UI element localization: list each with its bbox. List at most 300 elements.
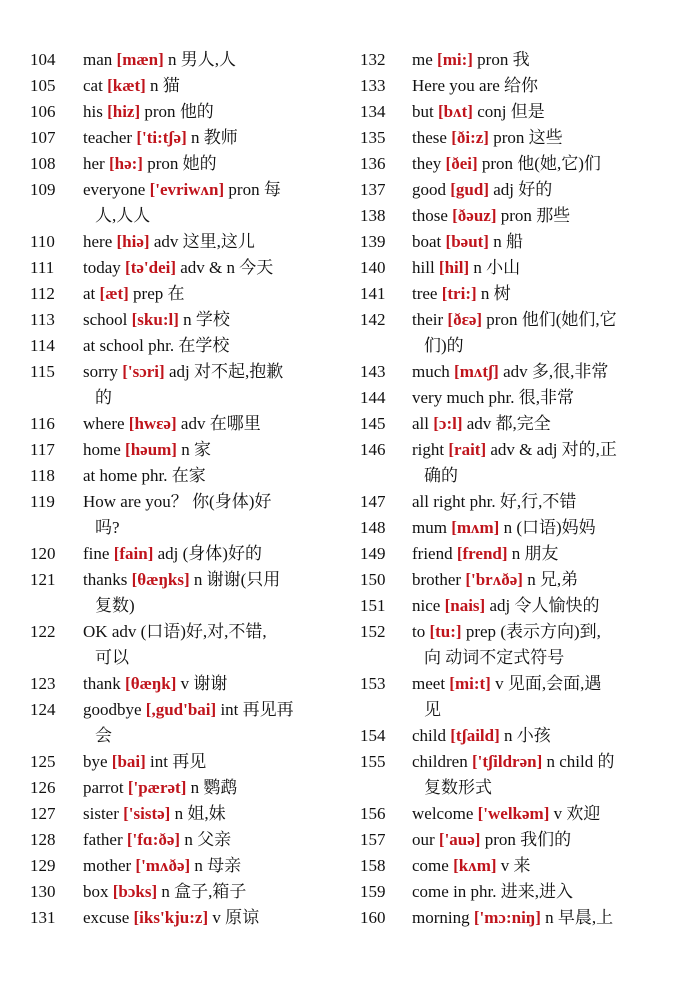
entry-number: 117 xyxy=(30,440,55,459)
entry-number: 157 xyxy=(360,830,386,849)
entry-phonetic: [kʌm] xyxy=(453,856,497,875)
entry-meaning: 见面,会面,遇 xyxy=(507,674,602,693)
entry-meaning: 令人愉快的 xyxy=(514,596,600,615)
entry-word: nice xyxy=(412,596,441,615)
entry-phonetic: [mi:] xyxy=(437,50,473,69)
entry-meaning: 多,很,非常 xyxy=(531,362,609,381)
entry-meaning: 原谅 xyxy=(225,908,260,927)
entry-meaning-continued: 可以 xyxy=(95,648,129,667)
vocab-entry xyxy=(30,229,348,255)
entry-part-of-speech: pron xyxy=(484,830,516,849)
entry-number: 113 xyxy=(30,310,55,329)
entry-word: to xyxy=(412,622,426,641)
entry-phonetic: [frend] xyxy=(456,544,508,563)
entry-body xyxy=(412,229,660,255)
entry-number: 158 xyxy=(360,856,386,875)
entry-part-of-speech: adj xyxy=(157,544,179,563)
vocab-entry xyxy=(360,671,660,723)
entry-phonetic: [ðɛə] xyxy=(447,310,483,329)
entry-body xyxy=(412,619,660,671)
vocab-entry xyxy=(30,177,348,229)
entry-word: man xyxy=(83,50,113,69)
entry-word: boat xyxy=(412,232,442,251)
entry-meaning: 但是 xyxy=(510,102,545,121)
entry-meaning: 你(身体)好 xyxy=(192,492,272,511)
entry-meaning: 对的,正 xyxy=(561,440,617,459)
entry-meaning: 他(她,它)们 xyxy=(517,154,601,173)
entry-body xyxy=(412,853,660,879)
entry-part-of-speech: n xyxy=(527,570,536,589)
entry-part-of-speech: phr. xyxy=(141,466,168,485)
entry-number: 109 xyxy=(30,180,56,199)
entry-phonetic: ['evriwʌn] xyxy=(149,180,225,199)
entry-phonetic: [æt] xyxy=(99,284,129,303)
entry-meaning: 给你 xyxy=(504,76,539,95)
vocab-entry xyxy=(360,619,660,671)
vocab-entry xyxy=(360,437,660,489)
entry-phonetic: ['mɔ:niŋ] xyxy=(473,908,541,927)
entry-part-of-speech: n xyxy=(183,310,192,329)
entry-number: 136 xyxy=(360,154,386,173)
entry-part-of-speech: adv xyxy=(180,414,206,433)
entry-part-of-speech: phr. xyxy=(488,388,515,407)
vocab-entry xyxy=(30,619,348,671)
entry-body xyxy=(83,47,348,73)
entry-word: thanks xyxy=(83,570,128,589)
entry-body xyxy=(83,333,348,359)
entry-phonetic: [tu:] xyxy=(429,622,462,641)
entry-body xyxy=(83,567,348,619)
entry-body xyxy=(83,827,348,853)
entry-meaning: 再见 xyxy=(172,752,207,771)
entry-part-of-speech: n xyxy=(546,752,555,771)
entry-meaning: 鹦鹉 xyxy=(203,778,238,797)
vocab-entry xyxy=(360,567,660,593)
vocab-entry xyxy=(360,489,660,515)
entry-part-of-speech: n xyxy=(503,518,513,537)
entry-word: fine xyxy=(83,544,110,563)
entry-number: 132 xyxy=(360,50,386,69)
entry-body xyxy=(83,489,348,541)
entry-phonetic: [sku:l] xyxy=(131,310,179,329)
entry-number: 130 xyxy=(30,882,56,901)
vocab-entry xyxy=(30,125,348,151)
entry-body xyxy=(412,593,660,619)
entry-number: 152 xyxy=(360,622,386,641)
entry-body xyxy=(83,411,348,437)
entry-body xyxy=(83,697,348,749)
entry-part-of-speech: adv xyxy=(466,414,492,433)
entry-part-of-speech: pron xyxy=(493,128,525,147)
entry-part-of-speech: pron xyxy=(500,206,532,225)
entry-body xyxy=(83,541,348,567)
entry-meaning-continued: 会 xyxy=(95,726,112,745)
entry-number: 128 xyxy=(30,830,56,849)
entry-body xyxy=(412,99,660,125)
entry-word: child xyxy=(412,726,446,745)
entry-part-of-speech: n xyxy=(493,232,502,251)
entry-word: come xyxy=(412,856,449,875)
entry-word: brother xyxy=(412,570,462,589)
entry-phonetic: ['sistə] xyxy=(123,804,171,823)
entry-part-of-speech: adv & n xyxy=(180,258,236,277)
entry-part-of-speech: n xyxy=(193,570,203,589)
vocab-entry xyxy=(360,125,660,151)
entry-part-of-speech: pron xyxy=(147,154,179,173)
vocab-entry xyxy=(360,229,660,255)
entry-number: 127 xyxy=(30,804,56,823)
entry-word: come in xyxy=(412,882,467,901)
entry-meaning: 朋友 xyxy=(524,544,559,563)
entry-part-of-speech: n xyxy=(194,856,203,875)
entry-meaning: 学校 xyxy=(195,310,230,329)
vocab-entry xyxy=(360,541,660,567)
entry-number: 112 xyxy=(30,284,55,303)
vocab-entry xyxy=(360,749,660,801)
entry-word: excuse xyxy=(83,908,130,927)
entry-part-of-speech: int xyxy=(220,700,239,719)
entry-part-of-speech: pron xyxy=(228,180,260,199)
entry-phonetic: [həum] xyxy=(125,440,177,459)
entry-word: school xyxy=(83,310,128,329)
vocab-entry xyxy=(30,255,348,281)
vocab-entry xyxy=(30,697,348,749)
entry-part-of-speech: adv xyxy=(503,362,528,381)
entry-phonetic: [bai] xyxy=(111,752,146,771)
entry-meaning: 树 xyxy=(493,284,511,303)
entry-body xyxy=(412,515,660,541)
entry-number: 160 xyxy=(360,908,386,927)
entry-number: 153 xyxy=(360,674,386,693)
entry-part-of-speech: n xyxy=(190,778,200,797)
entry-body xyxy=(83,463,348,489)
entry-word: thank xyxy=(83,674,121,693)
entry-number: 144 xyxy=(360,388,386,407)
entry-number: 134 xyxy=(360,102,386,121)
vocab-entry xyxy=(30,775,348,801)
entry-meaning: (表示方向)到, xyxy=(500,622,601,641)
entry-body xyxy=(83,151,348,177)
entry-word: me xyxy=(412,50,433,69)
entry-word: where xyxy=(83,414,125,433)
entry-body xyxy=(412,489,660,515)
vocab-entry xyxy=(360,853,660,879)
entry-phonetic: [hwɛə] xyxy=(128,414,177,433)
entry-part-of-speech: pron xyxy=(477,50,509,69)
entry-word: right xyxy=(412,440,445,459)
entry-phonetic: ['mʌðə] xyxy=(135,856,191,875)
entry-number: 133 xyxy=(360,76,386,95)
entry-word: but xyxy=(412,102,434,121)
entry-body xyxy=(83,879,348,905)
vocab-entry xyxy=(30,567,348,619)
entry-word: today xyxy=(83,258,121,277)
entry-body xyxy=(412,151,660,177)
entry-part-of-speech: conj xyxy=(477,102,507,121)
entry-phonetic: [,gud'bai] xyxy=(145,700,217,719)
entry-word: everyone xyxy=(83,180,146,199)
entry-word: meet xyxy=(412,674,446,693)
entry-meaning-continued: 见 xyxy=(424,700,441,719)
entry-number: 149 xyxy=(360,544,386,563)
vocab-entry xyxy=(30,151,348,177)
entry-number: 131 xyxy=(30,908,56,927)
entry-number: 126 xyxy=(30,778,56,797)
entry-meaning: (口语)妈妈 xyxy=(516,518,596,537)
entry-meaning: 都,完全 xyxy=(495,414,551,433)
entry-number: 111 xyxy=(30,258,55,277)
entry-number: 107 xyxy=(30,128,56,147)
entry-part-of-speech: adj xyxy=(168,362,190,381)
entry-phonetic: [tri:] xyxy=(441,284,477,303)
entry-phonetic: [rait] xyxy=(448,440,487,459)
entry-meaning-continued: 复数形式 xyxy=(424,778,492,797)
entry-word: How are you？ xyxy=(83,492,188,511)
vocab-entry xyxy=(360,281,660,307)
entry-number: 156 xyxy=(360,804,386,823)
entry-meaning: 这些 xyxy=(528,128,563,147)
entry-number: 137 xyxy=(360,180,386,199)
entry-word: all xyxy=(412,414,429,433)
entry-body xyxy=(83,775,348,801)
entry-meaning: 这里,这儿 xyxy=(182,232,255,251)
entry-body xyxy=(83,619,348,671)
entry-body xyxy=(83,255,348,281)
entry-meaning: 兄,弟 xyxy=(539,570,579,589)
entry-part-of-speech: int xyxy=(150,752,168,771)
entry-word: very much xyxy=(412,388,485,407)
entry-body xyxy=(412,385,660,411)
entry-word: all right xyxy=(412,492,466,511)
entry-word: children xyxy=(412,752,468,771)
entry-part-of-speech: pron xyxy=(486,310,518,329)
entry-meaning-continued: 向 动词不定式符号 xyxy=(424,648,565,667)
entry-body xyxy=(412,749,660,801)
entry-part-of-speech: n xyxy=(174,804,184,823)
entry-phonetic: [bʌt] xyxy=(437,102,473,121)
entry-word: they xyxy=(412,154,442,173)
entry-meaning: 早晨,上 xyxy=(557,908,614,927)
entry-word: our xyxy=(412,830,435,849)
vocab-entry xyxy=(360,385,660,411)
entry-word: their xyxy=(412,310,444,329)
entry-meaning: 家 xyxy=(193,440,211,459)
entry-word: at home xyxy=(83,466,138,485)
entry-phonetic: ['fɑ:ðə] xyxy=(126,830,181,849)
entry-body xyxy=(412,541,660,567)
entry-number: 138 xyxy=(360,206,386,225)
vocab-entry xyxy=(30,99,348,125)
entry-meaning: 每 xyxy=(263,180,281,199)
entry-meaning: 父亲 xyxy=(197,830,232,849)
entry-body xyxy=(83,307,348,333)
entry-number: 120 xyxy=(30,544,56,563)
entry-body xyxy=(412,125,660,151)
entry-phonetic: [hə:] xyxy=(108,154,143,173)
entry-phonetic: [tʃaild] xyxy=(450,726,500,745)
entry-word: cat xyxy=(83,76,103,95)
entry-phonetic: [ði:z] xyxy=(451,128,489,147)
entry-meaning: 姐,妹 xyxy=(187,804,226,823)
entry-phonetic: [kæt] xyxy=(107,76,146,95)
entry-meaning: child 的 xyxy=(559,752,615,771)
entry-number: 148 xyxy=(360,518,386,537)
entry-number: 150 xyxy=(360,570,386,589)
entry-phonetic: ['ti:tʃə] xyxy=(136,128,187,147)
entry-meaning: 欢迎 xyxy=(566,804,601,823)
vocab-entry xyxy=(30,489,348,541)
entry-body xyxy=(83,749,348,775)
vocab-entry xyxy=(360,255,660,281)
entry-number: 105 xyxy=(30,76,56,95)
entry-body xyxy=(412,203,660,229)
entry-word: her xyxy=(83,154,105,173)
left-column xyxy=(30,47,348,931)
vocab-entry xyxy=(360,515,660,541)
entry-word: Here you are xyxy=(412,76,500,95)
entry-number: 124 xyxy=(30,700,56,719)
entry-phonetic: [nais] xyxy=(444,596,486,615)
entry-number: 116 xyxy=(30,414,55,433)
entry-body xyxy=(83,905,348,931)
entry-word: sorry xyxy=(83,362,118,381)
vocab-entry xyxy=(30,47,348,73)
right-column xyxy=(360,47,660,931)
entry-body xyxy=(83,437,348,463)
entry-number: 140 xyxy=(360,258,386,277)
vocab-entry xyxy=(360,879,660,905)
entry-word: father xyxy=(83,830,123,849)
entry-meaning: 教师 xyxy=(203,128,238,147)
entry-body xyxy=(412,723,660,749)
vocab-entry xyxy=(30,853,348,879)
entry-part-of-speech: adv xyxy=(153,232,179,251)
entry-meaning-continued: 复数) xyxy=(95,596,135,615)
entry-part-of-speech: adv & adj xyxy=(490,440,558,459)
vocab-entry xyxy=(360,359,660,385)
entry-body xyxy=(412,905,660,931)
vocab-entry xyxy=(360,411,660,437)
entry-body xyxy=(83,99,348,125)
entry-phonetic: ['welkəm] xyxy=(477,804,550,823)
entry-meaning: 来 xyxy=(513,856,531,875)
entry-part-of-speech: adj xyxy=(493,180,515,199)
entry-word: good xyxy=(412,180,446,199)
entry-part-of-speech: prep xyxy=(133,284,164,303)
entry-number: 145 xyxy=(360,414,386,433)
entry-meaning: 他们(她们,它 xyxy=(521,310,617,329)
vocab-entry xyxy=(30,307,348,333)
entry-meaning: (口语)好,对,不错, xyxy=(140,622,267,641)
entry-phonetic: ['auə] xyxy=(438,830,481,849)
entry-part-of-speech: v xyxy=(180,674,190,693)
entry-part-of-speech: n xyxy=(191,128,200,147)
entry-part-of-speech: n xyxy=(168,50,177,69)
entry-meaning: 很,非常 xyxy=(518,388,574,407)
vocab-entry xyxy=(360,151,660,177)
entry-meaning: 好的 xyxy=(518,180,553,199)
entry-word: bye xyxy=(83,752,108,771)
vocab-entry xyxy=(30,359,348,411)
entry-word: mum xyxy=(412,518,447,537)
vocab-entry xyxy=(30,879,348,905)
entry-meaning: 我们的 xyxy=(520,830,572,849)
entry-phonetic: [bəut] xyxy=(445,232,489,251)
entry-meaning: (身体)好的 xyxy=(182,544,262,563)
entry-part-of-speech: n xyxy=(545,908,554,927)
vocab-entry xyxy=(360,593,660,619)
vocab-entry xyxy=(30,437,348,463)
entry-number: 115 xyxy=(30,362,55,381)
entry-number: 118 xyxy=(30,466,55,485)
entry-meaning-continued: 吗? xyxy=(95,518,120,537)
entry-body xyxy=(412,437,660,489)
vocab-entry xyxy=(360,723,660,749)
entry-body xyxy=(83,671,348,697)
entry-phonetic: [mæn] xyxy=(116,50,164,69)
vocab-entry xyxy=(30,541,348,567)
vocab-entry xyxy=(30,463,348,489)
entry-word: teacher xyxy=(83,128,133,147)
entry-part-of-speech: n xyxy=(480,284,490,303)
entry-word: at xyxy=(83,284,96,303)
entry-body xyxy=(412,255,660,281)
vocab-entry xyxy=(30,749,348,775)
entry-phonetic: [gud] xyxy=(450,180,489,199)
entry-part-of-speech: v xyxy=(500,856,510,875)
entry-meaning-continued: 们)的 xyxy=(424,336,464,355)
entry-body xyxy=(412,177,660,203)
entry-part-of-speech: n xyxy=(161,882,170,901)
entry-word: OK xyxy=(83,622,108,641)
entry-meaning: 在 xyxy=(167,284,185,303)
entry-number: 146 xyxy=(360,440,386,459)
entry-meaning: 今天 xyxy=(239,258,274,277)
entry-meaning: 他的 xyxy=(179,102,214,121)
vocab-entry xyxy=(30,827,348,853)
entry-body xyxy=(412,567,660,593)
entry-number: 159 xyxy=(360,882,386,901)
entry-meaning: 男人,人 xyxy=(180,50,236,69)
entry-body xyxy=(412,359,660,385)
entry-number: 125 xyxy=(30,752,56,771)
entry-phonetic: [tə'dei] xyxy=(125,258,177,277)
entry-number: 108 xyxy=(30,154,56,173)
entry-phonetic: ['brʌðə] xyxy=(465,570,523,589)
entry-meaning: 进来,进入 xyxy=(500,882,574,901)
entry-word: home xyxy=(83,440,121,459)
entry-number: 141 xyxy=(360,284,386,303)
entry-word: hill xyxy=(412,258,435,277)
entry-word: box xyxy=(83,882,109,901)
vocab-entry xyxy=(360,307,660,359)
entry-meaning-continued: 人,人人 xyxy=(95,206,151,225)
entry-word: those xyxy=(412,206,448,225)
entry-body xyxy=(83,801,348,827)
entry-body xyxy=(412,801,660,827)
entry-phonetic: [hiz] xyxy=(107,102,141,121)
vocab-entry xyxy=(30,411,348,437)
entry-part-of-speech: pron xyxy=(481,154,514,173)
entry-body xyxy=(412,281,660,307)
entry-part-of-speech: n xyxy=(511,544,521,563)
entry-meaning: 她的 xyxy=(182,154,217,173)
entry-phonetic: ['tʃildrən] xyxy=(471,752,543,771)
entry-part-of-speech: phr. xyxy=(469,492,496,511)
entry-number: 106 xyxy=(30,102,56,121)
entry-meaning-continued: 确的 xyxy=(424,466,458,485)
entry-meaning: 好,行,不错 xyxy=(499,492,577,511)
